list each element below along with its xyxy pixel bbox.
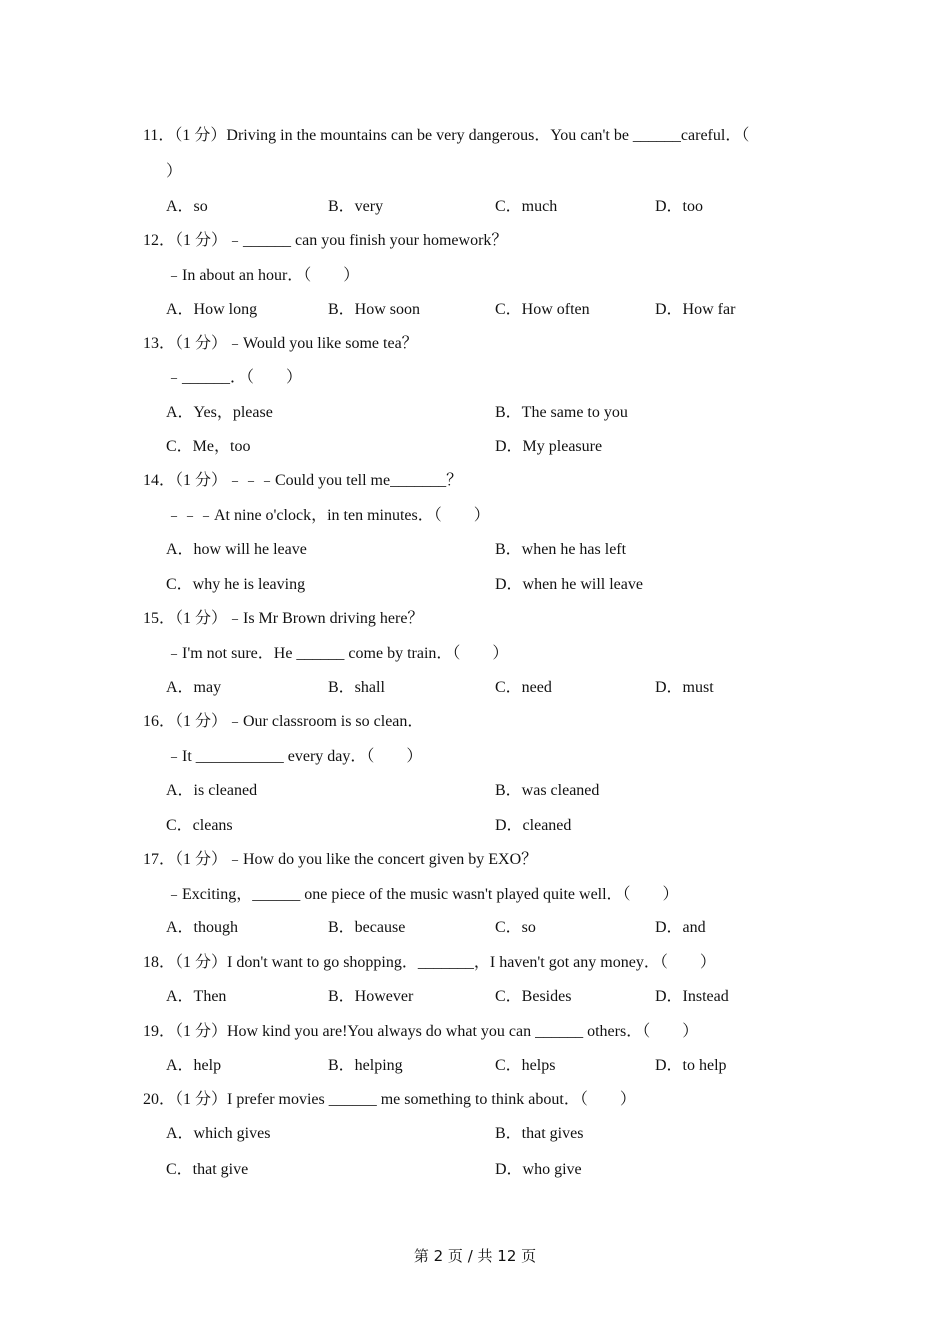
question-response: ﹣I'm not sure．He ______ come by train．（ ） — [166, 645, 509, 662]
option-a: A．Yes，please — [166, 404, 273, 421]
option-c: C．much — [495, 198, 558, 215]
question-response: ﹣______．（ ） — [166, 369, 303, 386]
option-b: B．was cleaned — [495, 782, 600, 799]
option-a: A．help — [166, 1057, 222, 1074]
option-c: C．so — [495, 919, 536, 936]
option-d: D．Instead — [655, 988, 729, 1005]
option-c: C．helps — [495, 1057, 556, 1074]
option-c: C．that give — [166, 1161, 249, 1178]
option-a: A．is cleaned — [166, 782, 258, 799]
option-c: C．Besides — [495, 988, 572, 1005]
question-stem: 12．（1 分）﹣______ can you finish your homework？ — [143, 232, 508, 249]
option-b: B．very — [328, 198, 384, 215]
option-b: B．The same to you — [495, 404, 628, 421]
option-b: B．because — [328, 919, 406, 936]
question-stem: 19．（1 分）How kind you are!You always do what you can ______ others．（ ） — [143, 1023, 699, 1040]
option-b: B．How soon — [328, 301, 421, 318]
question-stem: 14．（1 分）﹣﹣﹣Could you tell me_______？ — [143, 472, 463, 489]
question-stem: 11．（1 分）Driving in the mountains can be very dangerous．You can't be ______careful．（ — [143, 127, 750, 144]
option-d: D．cleaned — [495, 817, 572, 834]
option-a: A．How long — [166, 301, 258, 318]
option-c: C．cleans — [166, 817, 233, 834]
option-d: D．and — [655, 919, 706, 936]
option-c: C．need — [495, 679, 552, 696]
option-b: B．shall — [328, 679, 385, 696]
option-c: C．Me，too — [166, 438, 251, 455]
option-b: B．that gives — [495, 1125, 584, 1142]
option-c: C．How often — [495, 301, 590, 318]
option-a: A．so — [166, 198, 208, 215]
option-d: D．too — [655, 198, 704, 215]
option-d: D．who give — [495, 1161, 582, 1178]
question-stem: 18．（1 分）I don't want to go shopping．_______，I haven't got any money．（ ） — [143, 954, 716, 971]
question-stem: 15．（1 分）﹣Is Mr Brown driving here？ — [143, 610, 424, 627]
question-response: ﹣In about an hour．（ ） — [166, 267, 360, 284]
option-d: D．must — [655, 679, 714, 696]
question-stem: 13．（1 分）﹣Would you like some tea？ — [143, 335, 418, 352]
question-stem: 20．（1 分）I prefer movies ______ me something to think about．（ ） — [143, 1091, 636, 1108]
question-response: ﹣Exciting，______ one piece of the music wasn't played quite well．（ ） — [166, 886, 679, 903]
option-b: B．helping — [328, 1057, 403, 1074]
option-d: D．My pleasure — [495, 438, 603, 455]
option-c: C．why he is leaving — [166, 576, 306, 593]
option-b: B．when he has left — [495, 541, 627, 558]
option-a: A．Then — [166, 988, 227, 1005]
question-stem: 16．（1 分）﹣Our classroom is so clean． — [143, 713, 424, 730]
option-a: A．how will he leave — [166, 541, 307, 558]
option-b: B．However — [328, 988, 414, 1005]
question-stem: 17．（1 分）﹣How do you like the concert given by EXO？ — [143, 851, 538, 868]
option-a: A．may — [166, 679, 222, 696]
option-d: D．when he will leave — [495, 576, 643, 593]
option-d: D．How far — [655, 301, 736, 318]
option-d: D．to help — [655, 1057, 727, 1074]
question-response: ﹣﹣﹣At nine o'clock，in ten minutes．（ ） — [166, 507, 490, 524]
page-footer: 第 2 页 / 共 12 页 — [413, 1247, 537, 1265]
option-a: A．though — [166, 919, 239, 936]
question-response: ﹣It ___________ every day．（ ） — [166, 748, 423, 765]
question-stem-continued: ） — [166, 163, 183, 180]
option-a: A．which gives — [166, 1125, 271, 1142]
